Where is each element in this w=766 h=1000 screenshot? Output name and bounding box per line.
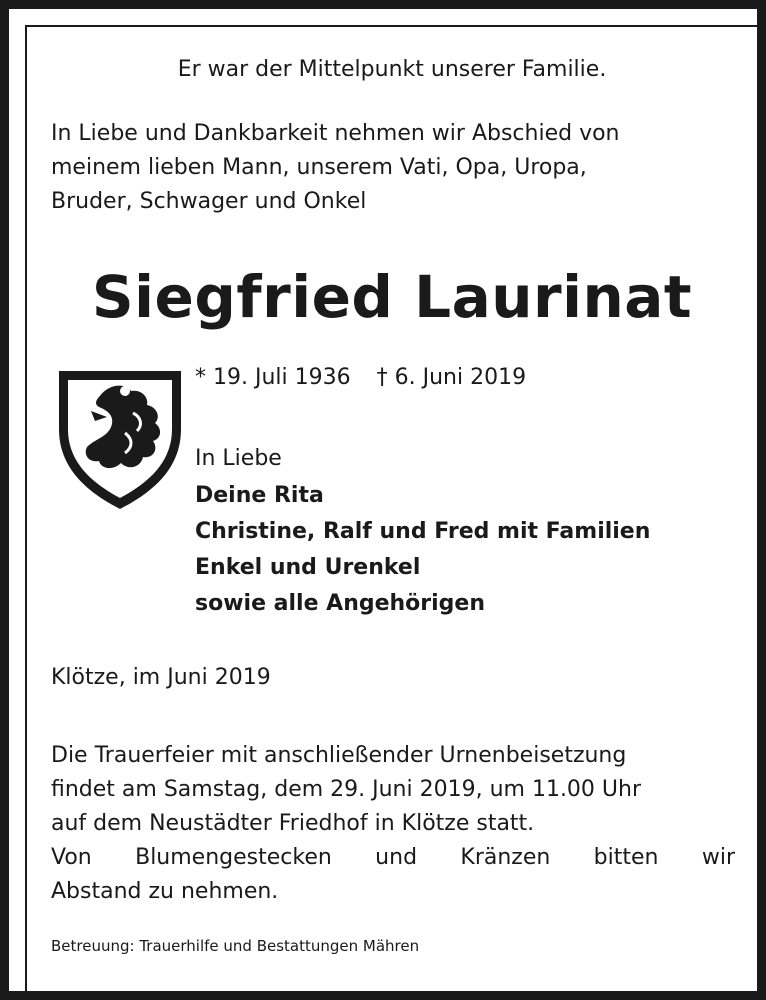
service-line: Die Trauerfeier mit anschließender Urnenbeisetzung — [51, 743, 627, 768]
funeral-home-credit: Betreuung: Trauerhilfe und Bestattungen Mähren — [51, 937, 420, 955]
place-date: Klötze, im Juni 2019 — [51, 665, 271, 690]
notice-intro — [51, 117, 735, 219]
service-line: Abstand zu nehmen. — [51, 879, 279, 904]
signatory-line: Christine, Ralf und Fred mit Familien — [195, 519, 651, 544]
birth-date: * 19. Juli 1936 — [195, 365, 351, 390]
intro-line: Bruder, Schwager und Onkel — [51, 189, 367, 214]
death-date: † 6. Juni 2019 — [376, 365, 527, 390]
service-line: auf dem Neustädter Friedhof in Klötze statt. — [51, 811, 535, 836]
signatory-line: sowie alle Angehörigen — [195, 591, 486, 616]
intro-line: In Liebe und Dankbarkeit nehmen wir Abschied von — [51, 121, 620, 146]
deceased-name: Siegfried Laurinat — [91, 263, 693, 331]
service-info — [51, 739, 735, 909]
signatory-line: Deine Rita — [195, 483, 324, 508]
love-line: In Liebe — [195, 446, 282, 471]
notice-headline: Er war der Mittelpunkt unserer Familie. — [177, 57, 607, 82]
service-line: findet am Samstag, dem 29. Juni 2019, um 11.00 Uhr — [51, 777, 642, 802]
life-dates — [195, 361, 526, 395]
service-line: Von Blumengestecken und Kränzen bitten wir — [51, 845, 735, 870]
notice-inner-border — [25, 25, 759, 993]
intro-line: meinem lieben Mann, unserem Vati, Opa, Uropa, — [51, 155, 587, 180]
signatory-line: Enkel und Urenkel — [195, 555, 421, 580]
coat-of-arms-icon — [55, 367, 185, 513]
